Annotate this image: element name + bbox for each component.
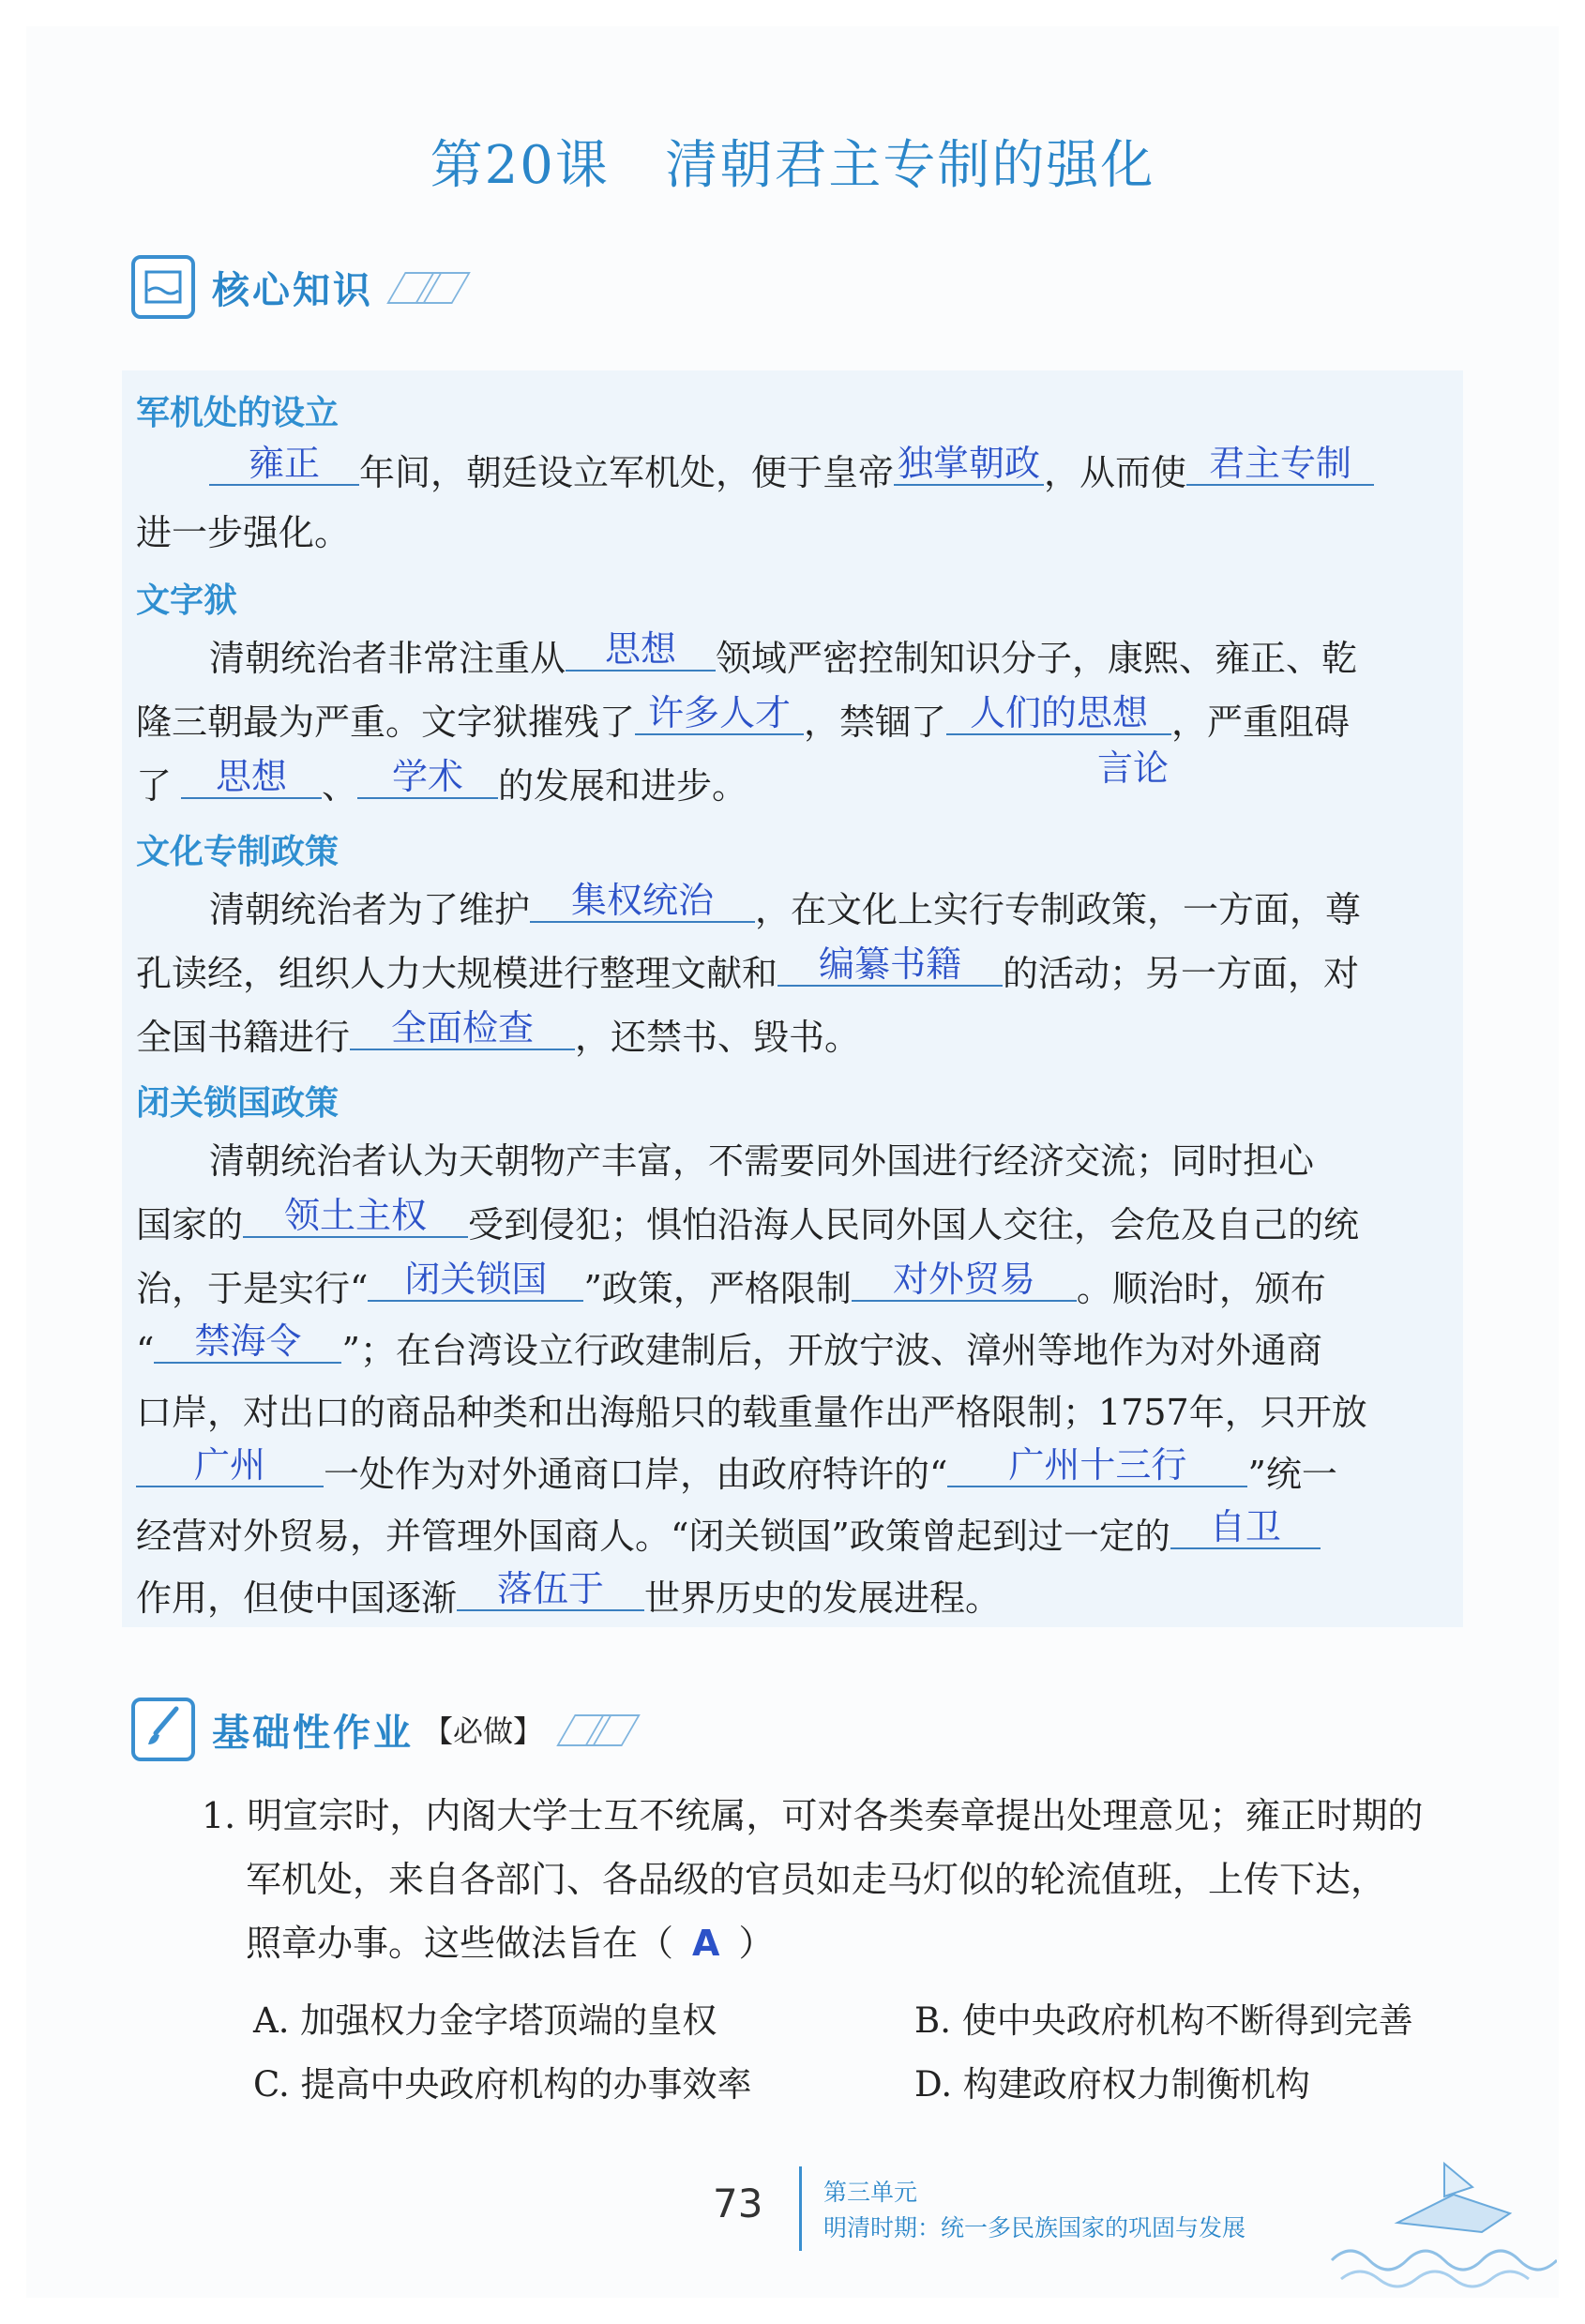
unit-label: 第三单元 [823, 2179, 918, 2206]
biguan-line-8 [136, 1568, 1449, 1622]
core-knowledge-label: 核心知识 [212, 268, 373, 312]
answer-blank: 集权统治 [530, 880, 755, 923]
answer-blank: 禁海令 [154, 1320, 341, 1364]
slash-decoration [556, 1711, 641, 1748]
lesson-title: 第20课 清朝君主专制的强化 [430, 135, 1155, 196]
answer-blank: 许多人才 [635, 692, 804, 735]
text: 领域严密控制知识分子，康熙、雍正、乾 [716, 638, 1358, 679]
text: ，还禁书、毁书。 [575, 1017, 861, 1058]
biguan-line-5: 口岸，对出口的商品种类和出海船只的载重量作出严格限制；1757年，只开放 [136, 1392, 1367, 1433]
answer-blank: 人们的思想 [946, 692, 1171, 735]
answer-blank: 独掌朝政 [894, 443, 1044, 486]
core-knowledge-panel [122, 370, 1463, 1627]
text: 受到侵犯；惧怕沿海人民同外国人交往，会危及自己的统 [468, 1204, 1360, 1245]
answer-blank: 落伍于 [457, 1568, 644, 1611]
answer-blank: 君主专制 [1186, 443, 1374, 486]
text: 年间，朝廷设立军机处，便于皇帝 [359, 452, 895, 493]
heading-junjichu: 军机处的设立 [136, 394, 340, 432]
wave-ship-icon [1322, 2148, 1557, 2298]
heading-wenhua: 文化专制政策 [136, 833, 340, 871]
answer-blank: 雍正 [209, 443, 359, 486]
unit-description: 明清时期：统一多民族国家的巩固与发展 [823, 2214, 1246, 2241]
answer-blank: 对外贸易 [852, 1259, 1077, 1302]
wenhua-line-2 [136, 943, 1449, 998]
text: ，从而使 [1044, 452, 1187, 493]
text: ”统一 [1247, 1454, 1337, 1495]
text: ”政策，严格限制 [583, 1268, 852, 1309]
text: 。顺治时，颁布 [1076, 1268, 1326, 1309]
heading-biguan: 闭关锁国政策 [136, 1084, 340, 1123]
text: 的发展和进步。 [498, 765, 748, 807]
question-1-line-3 [246, 1919, 774, 1968]
brush-icon [131, 1698, 195, 1761]
text: ”；在台湾设立行政建制后，开放宁波、漳州等地作为对外通商 [341, 1330, 1322, 1371]
question-1-line-1: 1. 明宣宗时，内阁大学士互不统属，可对各类奏章提出处理意见；雍正时期的 [202, 1795, 1424, 1836]
wenziyu-line-2 [136, 692, 1449, 747]
text: 全国书籍进行 [136, 1017, 351, 1058]
wenziyu-line-1 [209, 628, 1522, 683]
text: 孔读经，组织人力大规模进行整理文献和 [136, 953, 778, 994]
text: 治，于是实行“ [136, 1268, 369, 1309]
answer-blank: 编纂书籍 [777, 943, 1003, 987]
biguan-line-1: 清朝统治者认为天朝物产丰富，不需要同外国进行经济交流；同时担心 [209, 1140, 1315, 1182]
question-answer: A [692, 1923, 720, 1964]
text: 照章办事。这些做法旨在（ [246, 1923, 674, 1964]
wenziyu-line-3 [136, 756, 1449, 810]
option-b[interactable]: B. 使中央政府机构不断得到完善 [914, 2000, 1413, 2041]
basic-homework-header [131, 1698, 641, 1761]
biguan-line-7 [136, 1506, 1449, 1561]
answer-blank: 闭关锁国 [368, 1259, 583, 1302]
answer-blank: 广州十三行 [947, 1444, 1247, 1487]
biguan-line-3 [136, 1259, 1449, 1313]
required-tag: 【必做】 [423, 1713, 544, 1749]
answer-blank: 广州 [136, 1444, 324, 1487]
wenhua-line-3 [136, 1007, 1449, 1062]
scroll-icon [131, 255, 195, 319]
basic-homework-label: 基础性作业 [212, 1711, 414, 1755]
footer-divider [799, 2166, 802, 2251]
text: 了 [136, 765, 173, 807]
slash-decoration [386, 268, 471, 306]
option-d[interactable]: D. 构建政府权力制衡机构 [914, 2064, 1310, 2105]
answer-blank: 自卫 [1170, 1506, 1321, 1549]
text: 、 [322, 765, 358, 807]
text: 隆三朝最为严重。文字狱摧残了 [136, 702, 636, 743]
text: 清朝统治者非常注重从 [209, 638, 566, 679]
answer-blank: 学术 [357, 756, 498, 799]
junjichu-line-2: 进一步强化。 [136, 512, 351, 553]
option-a[interactable]: A. 加强权力金字塔顶端的皇权 [253, 2000, 717, 2041]
option-c[interactable]: C. 提高中央政府机构的办事效率 [253, 2064, 752, 2105]
text: ，严重阻碍 [1171, 702, 1351, 743]
heading-wenziyu: 文字狱 [136, 581, 238, 620]
text: ，禁锢了 [804, 702, 947, 743]
answer-blank: 思想 [566, 628, 716, 672]
text: “ [136, 1330, 155, 1371]
text: ，在文化上实行专制政策，一方面，尊 [755, 889, 1362, 930]
text: 的活动；另一方面，对 [1003, 953, 1360, 994]
junjichu-line-1 [136, 443, 1449, 497]
answer-extra: 言论 [1097, 747, 1170, 789]
text: 作用，但使中国逐渐 [136, 1577, 458, 1619]
answer-blank: 全面检查 [350, 1007, 575, 1050]
answer-blank: 思想 [181, 756, 322, 799]
text: 世界历史的发展进程。 [644, 1577, 1002, 1619]
text: 一处作为对外通商口岸，由政府特许的“ [324, 1454, 948, 1495]
biguan-line-6 [136, 1444, 1449, 1499]
biguan-line-4 [136, 1320, 1449, 1375]
text: 经营对外贸易，并管理外国商人。“闭关锁国”政策曾起到过一定的 [136, 1516, 1170, 1557]
answer-blank: 领土主权 [243, 1195, 468, 1238]
text: ） [738, 1923, 775, 1964]
page-number: 73 [713, 2181, 763, 2226]
biguan-line-2 [136, 1195, 1449, 1249]
wenhua-line-1 [209, 880, 1522, 934]
core-knowledge-header [131, 255, 471, 319]
text: 清朝统治者为了维护 [209, 889, 531, 930]
text: 国家的 [136, 1204, 244, 1245]
question-1-line-2: 军机处，来自各部门、各品级的官员如走马灯似的轮流值班，上传下达， [246, 1859, 1387, 1900]
